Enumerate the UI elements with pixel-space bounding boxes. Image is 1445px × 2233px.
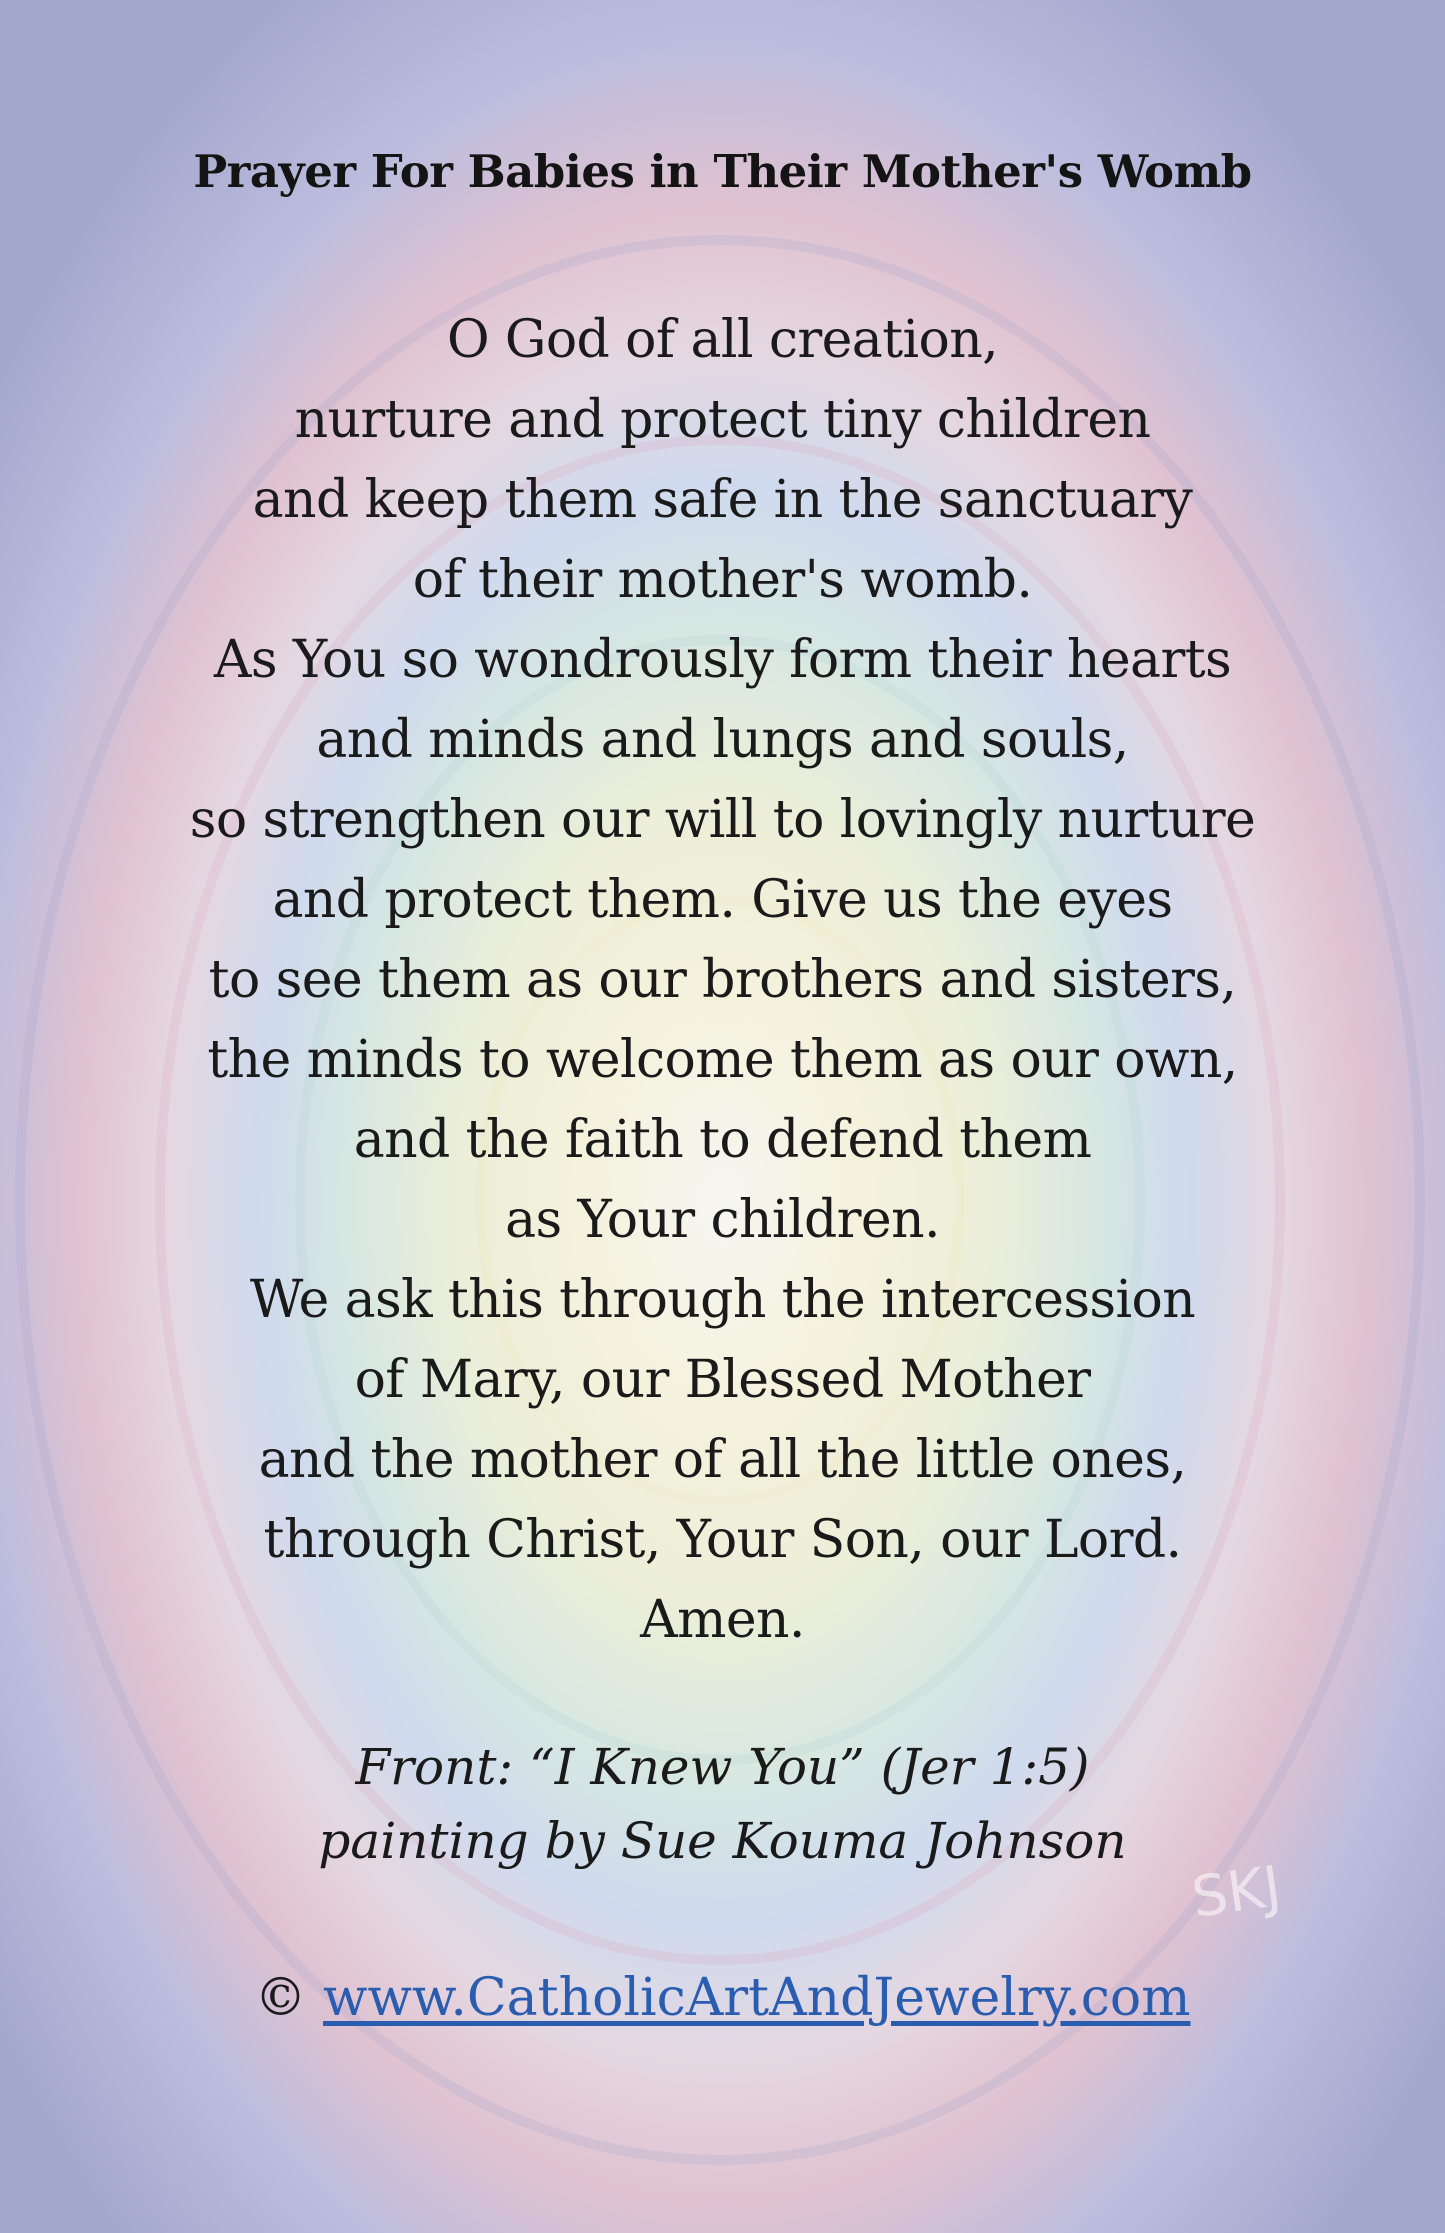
copyright-line xyxy=(0,1958,1445,2038)
prayer-title: Prayer For Babies in Their Mother's Womb xyxy=(193,145,1252,198)
prayer-amen: Amen. xyxy=(640,1590,805,1650)
prayer-line: through Christ, Your Son, our Lord. xyxy=(263,1510,1182,1570)
credit-artist-line: painting by Sue Kouma Johnson xyxy=(318,1812,1127,1870)
prayer-line: so strengthen our will to lovingly nurture xyxy=(189,790,1256,850)
website-link[interactable]: www.CatholicArtAndJewelry.com xyxy=(323,1968,1191,2028)
artist-signature: SKJ xyxy=(1187,1854,1285,1931)
painting-credit xyxy=(0,1730,1445,1878)
prayer-line: and keep them safe in the sanctuary xyxy=(252,470,1193,530)
prayer-line: and the faith to defend them xyxy=(353,1110,1092,1170)
prayer-line: and the mother of all the little ones, xyxy=(258,1430,1187,1490)
prayer-line: the minds to welcome them as our own, xyxy=(207,1030,1238,1090)
prayer-line: We ask this through the intercession xyxy=(249,1270,1196,1330)
prayer-line: as Your children. xyxy=(505,1190,940,1250)
prayer-line: of Mary, our Blessed Mother xyxy=(354,1350,1091,1410)
prayer-line: nurture and protect tiny children xyxy=(294,390,1151,450)
copyright-symbol: © xyxy=(254,1968,323,2028)
prayer-body xyxy=(0,300,1445,1660)
prayer-line: O God of all creation, xyxy=(446,310,999,370)
prayer-line: of their mother's womb. xyxy=(412,550,1033,610)
prayer-line: and minds and lungs and souls, xyxy=(316,710,1129,770)
prayer-line: to see them as our brothers and sisters, xyxy=(208,950,1237,1010)
prayer-line: As You so wondrously form their hearts xyxy=(213,630,1232,690)
credit-front-line: Front: “I Knew You” (Jer 1:5) xyxy=(355,1738,1090,1796)
prayer-line: and protect them. Give us the eyes xyxy=(272,870,1173,930)
